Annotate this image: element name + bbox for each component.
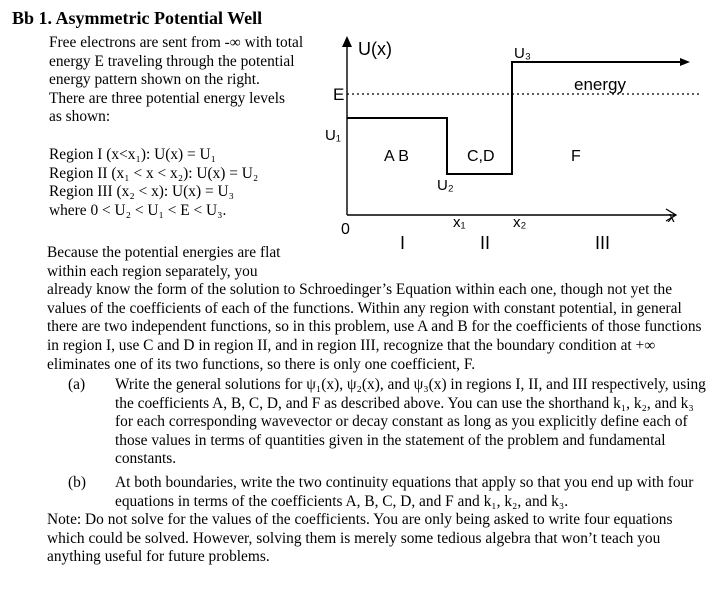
energy-arrow-icon — [680, 58, 690, 66]
energy-line-label: energy — [574, 75, 626, 94]
u1-label: U₁ — [325, 127, 341, 144]
energy-level-label: E — [333, 85, 345, 104]
intro-line: There are three potential energy levels — [49, 89, 286, 107]
question-a-text: Write the general solutions for ψ₁(x), ψ₂(x), and ψ₃(x) in regions I, II, and III respectively, using the coefficients A, B, C, D, and F as described above. You can use the shorthand k₁, k₂, and k₃ for each corresponding wavevector or decay constant as long as you explicitly define each of those values in terms of quantities given in the statement of the problem and fundamental constants. — [115, 376, 706, 468]
region-1-numeral: I — [400, 233, 406, 253]
paragraph-line: Because the potential energies are flat — [47, 244, 281, 261]
inequality-condition: where 0 < U₂ < U₁ < E < U₃. — [49, 201, 227, 219]
y-axis-arrow-icon — [342, 36, 352, 47]
note-text: Note: Do not solve for the values of the coefficients. You are only being asked to write four equations which could be solved. However, solving them is merely some tedious algebra that won’t teach you anything useful for future problems. — [47, 511, 673, 566]
explanation-paragraph — [47, 244, 702, 374]
region-1-coefficients: A B — [384, 148, 409, 165]
x1-label: x₁ — [453, 214, 466, 231]
region-3-numeral: III — [595, 233, 611, 253]
region-2-numeral: II — [480, 233, 491, 253]
intro-line: Free electrons are sent from -∞ with total — [49, 34, 304, 51]
origin-label: 0 — [341, 221, 350, 238]
potential-profile — [347, 62, 525, 174]
intro-line: energy pattern shown on the right. — [49, 71, 260, 89]
y-axis-label: U(x) — [358, 39, 392, 59]
paragraph-line: within each region separately, you — [47, 262, 258, 280]
question-b-text: At both boundaries, write the two continuity equations that apply so that you end up with four equations in terms of the coefficients A, B, C, D, and F and k₁, k₂, and k₃. — [115, 474, 694, 510]
region-1-definition: Region I (x<x₁): U(x) = U₁ — [49, 146, 217, 163]
intro-line: energy E traveling through the potential — [49, 52, 295, 70]
region-3-definition: Region III (x₂ < x): U(x) = U₃ — [49, 183, 234, 201]
u3-label: U₃ — [514, 45, 531, 62]
question-b-label: (b) — [68, 474, 86, 491]
region-definitions — [49, 146, 319, 220]
paragraph-body: already know the form of the solution to Schroedinger’s Equation within each one, though not yet the values of the coefficients of each of the functions. Within any region with constant potential, in general there are two independent functions, so in this problem, use A and B for the coefficients of those functions in region I, use C and D in region II, and in region III, recognize that the boundary condition at +∞ eliminates one of its two functions, so there is only one coefficient, F. — [47, 281, 702, 373]
region-2-coefficients: C,D — [467, 148, 495, 165]
intro-line: as shown: — [49, 108, 111, 126]
question-a-label: (a) — [68, 376, 86, 393]
x-axis-label: x — [668, 209, 676, 226]
region-3-coefficients: F — [571, 148, 581, 165]
potential-diagram — [300, 30, 705, 255]
u2-label: U₂ — [437, 177, 454, 194]
region-2-definition: Region II (x₁ < x < x₂): U(x) = U₂ — [49, 164, 259, 182]
problem-title: Bb 1. Asymmetric Potential Well — [12, 8, 263, 28]
x2-label: x₂ — [513, 214, 527, 231]
intro-text — [49, 34, 319, 127]
note-paragraph — [47, 511, 697, 567]
